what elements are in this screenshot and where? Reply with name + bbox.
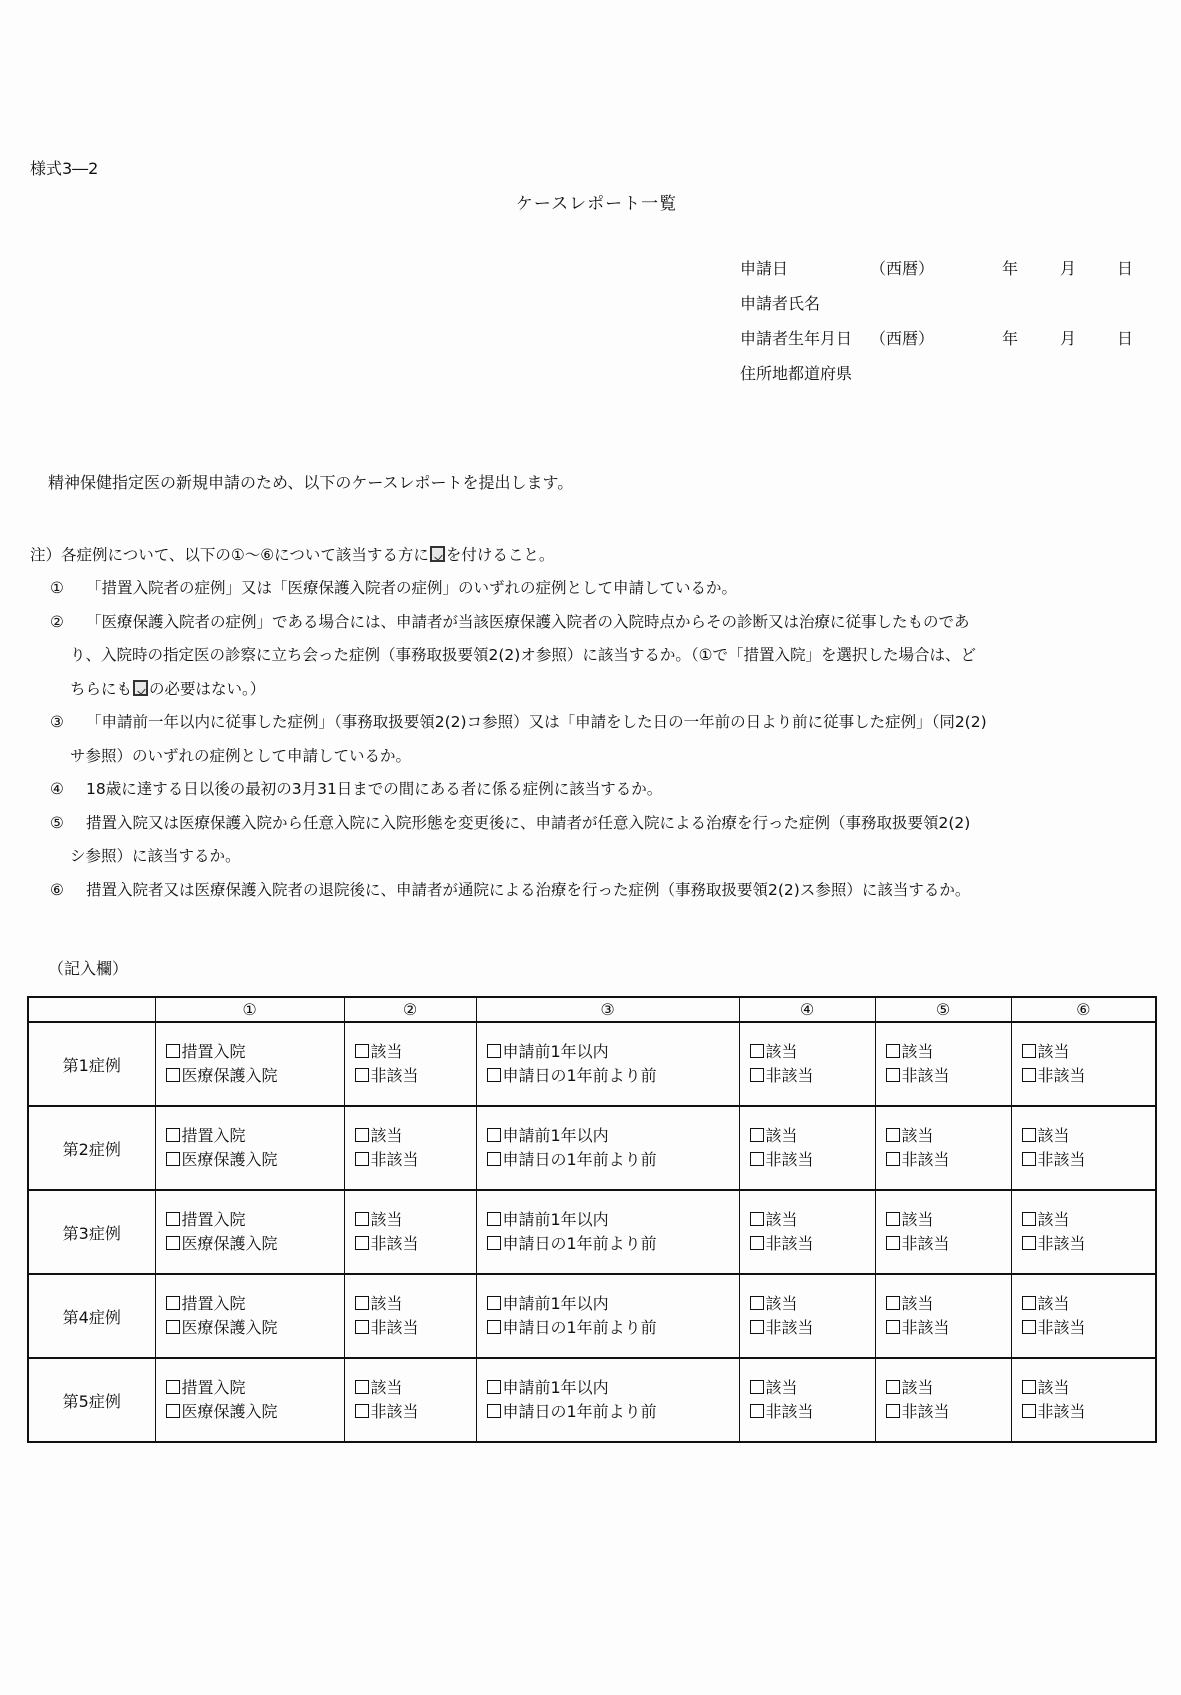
- checkbox-label: 申請日の1年前より前: [502, 1066, 657, 1085]
- checkbox-icon[interactable]: [355, 1236, 369, 1250]
- checkbox-option[interactable]: [1012, 1040, 1156, 1064]
- checkbox-label: 非該当: [370, 1318, 419, 1337]
- checkbox-label: 非該当: [901, 1402, 950, 1421]
- checkbox-label: 非該当: [901, 1066, 950, 1085]
- checkbox-label: 医療保護入院: [181, 1402, 278, 1421]
- checkbox-option[interactable]: [876, 1124, 1011, 1148]
- table-row: [28, 1358, 1156, 1442]
- checkbox-icon[interactable]: [166, 1152, 180, 1166]
- checkbox-label: 該当: [901, 1210, 934, 1229]
- checkbox-icon[interactable]: [750, 1236, 764, 1250]
- checkbox-label: 該当: [370, 1126, 403, 1145]
- checkbox-option[interactable]: [477, 1232, 739, 1256]
- checkbox-label: 申請前1年以内: [502, 1126, 609, 1145]
- checkbox-option[interactable]: [876, 1148, 1011, 1172]
- column-header-2: ②: [344, 997, 476, 1022]
- checkbox-label: 該当: [901, 1294, 934, 1313]
- checkbox-option[interactable]: [1012, 1124, 1156, 1148]
- criterion-4-cell: [739, 1358, 875, 1442]
- application-date-row: [740, 256, 1160, 291]
- criterion-6-cell: [1011, 1106, 1156, 1190]
- checkbox-option[interactable]: [477, 1376, 739, 1400]
- case-report-table: [27, 996, 1157, 1443]
- checkbox-icon[interactable]: [750, 1212, 764, 1226]
- checkbox-icon[interactable]: [166, 1296, 180, 1310]
- checkbox-option[interactable]: [477, 1124, 739, 1148]
- checkmark-icon: [430, 546, 445, 562]
- checkbox-option[interactable]: [876, 1376, 1011, 1400]
- checkbox-icon[interactable]: [355, 1380, 369, 1394]
- note-item-3: ③ 「申請前一年以内に従事した症例」（事務取扱要領2(2)コ参照）又は「申請をした日の一年前の日より前に従事した症例」（同2(2) サ参照）のいずれの症例として申請しているか。: [50, 713, 987, 765]
- checkbox-label: 非該当: [765, 1402, 814, 1421]
- checkbox-icon[interactable]: [1022, 1380, 1036, 1394]
- table-row: [28, 1274, 1156, 1358]
- criterion-5-cell: [875, 1358, 1011, 1442]
- checkbox-option[interactable]: [345, 1124, 476, 1148]
- checkbox-option[interactable]: [156, 1040, 344, 1064]
- checkbox-label: 医療保護入院: [181, 1234, 278, 1253]
- checkbox-option[interactable]: [345, 1148, 476, 1172]
- checkbox-label: 非該当: [370, 1150, 419, 1169]
- checkbox-icon[interactable]: [750, 1320, 764, 1334]
- checkbox-option[interactable]: [477, 1316, 739, 1340]
- checkbox-option[interactable]: [876, 1208, 1011, 1232]
- checkbox-label: 該当: [1037, 1378, 1070, 1397]
- note-item-4: ④ 18歳に達する日以後の最初の3月31日までの間にある者に係る症例に該当するか。: [50, 780, 663, 798]
- criterion-3-cell: [476, 1022, 739, 1106]
- checkbox-label: 非該当: [1037, 1066, 1086, 1085]
- applicant-info: [740, 256, 1160, 396]
- checkbox-label: 申請前1年以内: [502, 1042, 609, 1061]
- entry-section-label: （記入欄）: [48, 959, 129, 978]
- criterion-6-cell: [1011, 1190, 1156, 1274]
- checkbox-option[interactable]: [1012, 1208, 1156, 1232]
- checkbox-icon[interactable]: [355, 1320, 369, 1334]
- checkbox-label: 非該当: [1037, 1150, 1086, 1169]
- checkbox-icon[interactable]: [166, 1068, 180, 1082]
- checkbox-label: 該当: [901, 1378, 934, 1397]
- checkbox-option[interactable]: [876, 1400, 1011, 1424]
- checkbox-label: 該当: [1037, 1126, 1070, 1145]
- day-label: 日: [1117, 259, 1134, 278]
- checkbox-label: 該当: [765, 1378, 798, 1397]
- case-label: 第4症例: [28, 1274, 155, 1358]
- checkbox-icon[interactable]: [750, 1152, 764, 1166]
- column-header-4: ④: [739, 997, 875, 1022]
- criterion-1-cell: [155, 1190, 344, 1274]
- criterion-6-cell: [1011, 1274, 1156, 1358]
- checkbox-label: 該当: [901, 1126, 934, 1145]
- checkbox-icon[interactable]: [886, 1044, 900, 1058]
- criterion-2-cell: [344, 1358, 476, 1442]
- checkbox-icon[interactable]: [750, 1404, 764, 1418]
- case-label: 第1症例: [28, 1022, 155, 1106]
- notes-section: [30, 538, 1160, 907]
- checkbox-option[interactable]: [1012, 1292, 1156, 1316]
- document-title: ケースレポート一覧: [515, 194, 678, 214]
- checkbox-label: 非該当: [765, 1066, 814, 1085]
- criterion-6-cell: [1011, 1022, 1156, 1106]
- checkbox-option[interactable]: [477, 1064, 739, 1088]
- checkbox-icon[interactable]: [1022, 1044, 1036, 1058]
- applicant-name-row: [740, 291, 1160, 326]
- checkbox-label: 非該当: [1037, 1234, 1086, 1253]
- checkbox-label: 該当: [370, 1210, 403, 1229]
- checkbox-option[interactable]: [740, 1400, 875, 1424]
- criterion-4-cell: [739, 1022, 875, 1106]
- checkbox-label: 申請日の1年前より前: [502, 1150, 657, 1169]
- criterion-3-cell: [476, 1274, 739, 1358]
- checkbox-option[interactable]: [1012, 1316, 1156, 1340]
- case-label: 第5症例: [28, 1358, 155, 1442]
- checkbox-label: 該当: [1037, 1294, 1070, 1313]
- application-date-label: 申請日: [740, 259, 789, 278]
- column-header-3: ③: [476, 997, 739, 1022]
- checkbox-icon[interactable]: [750, 1128, 764, 1142]
- checkbox-label: 非該当: [1037, 1318, 1086, 1337]
- checkbox-option[interactable]: [156, 1292, 344, 1316]
- checkbox-label: 申請前1年以内: [502, 1210, 609, 1229]
- checkbox-option[interactable]: [876, 1316, 1011, 1340]
- checkbox-icon[interactable]: [750, 1068, 764, 1082]
- checkbox-icon[interactable]: [750, 1380, 764, 1394]
- checkbox-label: 該当: [901, 1042, 934, 1061]
- criterion-1-cell: [155, 1022, 344, 1106]
- checkbox-option[interactable]: [876, 1292, 1011, 1316]
- checkbox-icon[interactable]: [166, 1236, 180, 1250]
- checkbox-icon[interactable]: [355, 1068, 369, 1082]
- checkbox-option[interactable]: [1012, 1376, 1156, 1400]
- column-header-blank: [28, 997, 155, 1022]
- criterion-5-cell: [875, 1022, 1011, 1106]
- checkbox-option[interactable]: [740, 1208, 875, 1232]
- checkbox-option[interactable]: [740, 1376, 875, 1400]
- checkbox-icon[interactable]: [487, 1152, 501, 1166]
- checkbox-option[interactable]: [477, 1292, 739, 1316]
- month-label: 月: [1060, 259, 1077, 278]
- checkbox-option[interactable]: [156, 1124, 344, 1148]
- checkbox-icon[interactable]: [487, 1296, 501, 1310]
- checkbox-label: 非該当: [1037, 1402, 1086, 1421]
- checkbox-label: 医療保護入院: [181, 1066, 278, 1085]
- checkbox-label: 該当: [765, 1042, 798, 1061]
- checkbox-icon[interactable]: [886, 1068, 900, 1082]
- checkbox-option[interactable]: [1012, 1148, 1156, 1172]
- checkbox-icon[interactable]: [487, 1380, 501, 1394]
- checkbox-option[interactable]: [156, 1316, 344, 1340]
- applicant-name-label: 申請者氏名: [740, 294, 821, 313]
- checkbox-label: 措置入院: [181, 1378, 246, 1397]
- column-header-1: ①: [155, 997, 344, 1022]
- checkbox-icon[interactable]: [355, 1296, 369, 1310]
- checkbox-option[interactable]: [740, 1316, 875, 1340]
- checkbox-icon[interactable]: [487, 1320, 501, 1334]
- criterion-1-cell: [155, 1274, 344, 1358]
- criterion-2-cell: [344, 1190, 476, 1274]
- form-id: 様式3―2: [30, 159, 99, 178]
- checkbox-option[interactable]: [345, 1376, 476, 1400]
- criterion-1-cell: [155, 1358, 344, 1442]
- note-item-5: ⑤ 措置入院又は医療保護入院から任意入院に入院形態を変更後に、申請者が任意入院による治療を行った症例（事務取扱要領2(2) シ参照）に該当するか。: [50, 813, 971, 865]
- checkbox-icon[interactable]: [1022, 1404, 1036, 1418]
- checkbox-icon[interactable]: [355, 1212, 369, 1226]
- criterion-1-cell: [155, 1106, 344, 1190]
- criterion-2-cell: [344, 1274, 476, 1358]
- checkbox-icon[interactable]: [1022, 1212, 1036, 1226]
- checkbox-option[interactable]: [477, 1040, 739, 1064]
- checkbox-option[interactable]: [345, 1232, 476, 1256]
- checkbox-icon[interactable]: [1022, 1320, 1036, 1334]
- criterion-3-cell: [476, 1190, 739, 1274]
- checkbox-option[interactable]: [156, 1232, 344, 1256]
- checkbox-icon[interactable]: [355, 1044, 369, 1058]
- checkbox-option[interactable]: [345, 1064, 476, 1088]
- criterion-4-cell: [739, 1106, 875, 1190]
- checkbox-option[interactable]: [345, 1292, 476, 1316]
- checkbox-icon[interactable]: [166, 1380, 180, 1394]
- checkbox-icon[interactable]: [886, 1296, 900, 1310]
- checkbox-label: 申請前1年以内: [502, 1378, 609, 1397]
- western-calendar-label: （西暦）: [870, 329, 935, 348]
- checkbox-option[interactable]: [740, 1232, 875, 1256]
- checkbox-option[interactable]: [740, 1040, 875, 1064]
- month-label: 月: [1060, 329, 1077, 348]
- day-label: 日: [1117, 329, 1134, 348]
- checkbox-label: 申請日の1年前より前: [502, 1402, 657, 1421]
- checkbox-icon[interactable]: [886, 1236, 900, 1250]
- checkbox-label: 非該当: [901, 1318, 950, 1337]
- prefecture-row: [740, 361, 1160, 396]
- checkbox-label: 非該当: [901, 1234, 950, 1253]
- column-header-6: ⑥: [1011, 997, 1156, 1022]
- checkbox-option[interactable]: [477, 1148, 739, 1172]
- checkbox-option[interactable]: [740, 1292, 875, 1316]
- checkbox-label: 非該当: [370, 1234, 419, 1253]
- checkbox-label: 申請前1年以内: [502, 1294, 609, 1313]
- checkbox-option[interactable]: [345, 1040, 476, 1064]
- checkbox-icon[interactable]: [886, 1380, 900, 1394]
- checkbox-label: 該当: [765, 1294, 798, 1313]
- table-row: [28, 1022, 1156, 1106]
- checkbox-icon[interactable]: [166, 1212, 180, 1226]
- criterion-4-cell: [739, 1190, 875, 1274]
- note-item-1: ① 「措置入院者の症例」又は「医療保護入院者の症例」のいずれの症例として申請しているか。: [50, 579, 738, 597]
- checkbox-label: 該当: [765, 1210, 798, 1229]
- criterion-2-cell: [344, 1022, 476, 1106]
- checkbox-label: 該当: [765, 1126, 798, 1145]
- checkbox-label: 医療保護入院: [181, 1318, 278, 1337]
- checkbox-label: 非該当: [901, 1150, 950, 1169]
- checkbox-icon[interactable]: [166, 1128, 180, 1142]
- checkbox-option[interactable]: [156, 1064, 344, 1088]
- checkbox-option[interactable]: [345, 1316, 476, 1340]
- checkbox-label: 非該当: [370, 1402, 419, 1421]
- checkbox-label: 措置入院: [181, 1126, 246, 1145]
- checkbox-option[interactable]: [1012, 1064, 1156, 1088]
- checkbox-option[interactable]: [345, 1400, 476, 1424]
- checkbox-icon[interactable]: [355, 1152, 369, 1166]
- checkbox-option[interactable]: [156, 1208, 344, 1232]
- prefecture-label: 住所地都道府県: [740, 364, 853, 383]
- table-row: [28, 1190, 1156, 1274]
- table-header-row: [28, 997, 1156, 1022]
- checkbox-option[interactable]: [1012, 1400, 1156, 1424]
- checkbox-icon[interactable]: [750, 1044, 764, 1058]
- checkbox-icon[interactable]: [487, 1044, 501, 1058]
- criterion-5-cell: [875, 1190, 1011, 1274]
- western-calendar-label: （西暦）: [870, 259, 935, 278]
- checkbox-icon[interactable]: [166, 1404, 180, 1418]
- checkbox-label: 該当: [370, 1378, 403, 1397]
- checkbox-option[interactable]: [876, 1232, 1011, 1256]
- checkbox-icon[interactable]: [487, 1236, 501, 1250]
- checkbox-icon[interactable]: [166, 1044, 180, 1058]
- year-label: 年: [1002, 329, 1019, 348]
- checkbox-option[interactable]: [156, 1376, 344, 1400]
- case-label: 第3症例: [28, 1190, 155, 1274]
- checkbox-label: 措置入院: [181, 1210, 246, 1229]
- applicant-birthdate-label: 申請者生年月日: [740, 329, 853, 348]
- checkbox-label: 措置入院: [181, 1042, 246, 1061]
- checkbox-icon[interactable]: [886, 1404, 900, 1418]
- checkbox-label: 非該当: [765, 1234, 814, 1253]
- checkbox-label: 非該当: [370, 1066, 419, 1085]
- checkbox-icon[interactable]: [487, 1212, 501, 1226]
- checkbox-icon[interactable]: [1022, 1068, 1036, 1082]
- year-label: 年: [1002, 259, 1019, 278]
- checkbox-label: 非該当: [765, 1318, 814, 1337]
- checkbox-icon[interactable]: [1022, 1296, 1036, 1310]
- checkbox-option[interactable]: [876, 1040, 1011, 1064]
- criterion-2-cell: [344, 1106, 476, 1190]
- criterion-5-cell: [875, 1106, 1011, 1190]
- checkbox-option[interactable]: [156, 1400, 344, 1424]
- criterion-6-cell: [1011, 1358, 1156, 1442]
- checkbox-icon[interactable]: [166, 1320, 180, 1334]
- checkmark-icon: [133, 680, 148, 696]
- checkbox-label: 該当: [1037, 1042, 1070, 1061]
- checkbox-option[interactable]: [477, 1208, 739, 1232]
- checkbox-icon[interactable]: [487, 1128, 501, 1142]
- checkbox-icon[interactable]: [487, 1068, 501, 1082]
- checkbox-icon[interactable]: [886, 1128, 900, 1142]
- checkbox-option[interactable]: [345, 1208, 476, 1232]
- note-item-6: ⑥ 措置入院者又は医療保護入院者の退院後に、申請者が通院による治療を行った症例（事務取扱要領2(2)ス参照）に該当するか。: [50, 880, 971, 899]
- criterion-5-cell: [875, 1274, 1011, 1358]
- applicant-birthdate-row: [740, 326, 1160, 361]
- checkbox-icon[interactable]: [886, 1212, 900, 1226]
- checkbox-label: 該当: [370, 1294, 403, 1313]
- column-header-5: ⑤: [875, 997, 1011, 1022]
- intro-statement: 精神保健指定医の新規申請のため、以下のケースレポートを提出します。: [48, 473, 574, 492]
- checkbox-label: 非該当: [765, 1150, 814, 1169]
- checkbox-option[interactable]: [740, 1124, 875, 1148]
- checkbox-option[interactable]: [876, 1064, 1011, 1088]
- criterion-3-cell: [476, 1106, 739, 1190]
- checkbox-icon[interactable]: [355, 1128, 369, 1142]
- checkbox-label: 申請日の1年前より前: [502, 1318, 657, 1337]
- checkbox-option[interactable]: [1012, 1232, 1156, 1256]
- checkbox-label: 該当: [1037, 1210, 1070, 1229]
- checkbox-icon[interactable]: [1022, 1236, 1036, 1250]
- checkbox-icon[interactable]: [750, 1296, 764, 1310]
- checkbox-option[interactable]: [740, 1148, 875, 1172]
- checkbox-icon[interactable]: [487, 1404, 501, 1418]
- note-item-2: ② 「医療保護入院者の症例」である場合には、申請者が当該医療保護入院者の入院時点からその診断又は治療に従事したものであ り、入院時の指定医の診察に立ち会った症例（事務取扱要領2(2)オ参照）に該当するか。（①で「措置入院」を選択した場合は、ど ちらにも の必要はない。）: [50, 612, 976, 698]
- checkbox-icon[interactable]: [886, 1320, 900, 1334]
- checkbox-icon[interactable]: [1022, 1128, 1036, 1142]
- checkbox-label: 措置入院: [181, 1294, 246, 1313]
- checkbox-option[interactable]: [156, 1148, 344, 1172]
- table-row: [28, 1106, 1156, 1190]
- checkbox-label: 該当: [370, 1042, 403, 1061]
- notes-heading: 注）各症例について、以下の①～⑥について該当する方に を付けること。: [30, 546, 555, 564]
- checkbox-icon[interactable]: [355, 1404, 369, 1418]
- criterion-4-cell: [739, 1274, 875, 1358]
- checkbox-icon[interactable]: [886, 1152, 900, 1166]
- checkbox-label: 申請日の1年前より前: [502, 1234, 657, 1253]
- checkbox-icon[interactable]: [1022, 1152, 1036, 1166]
- checkbox-option[interactable]: [477, 1400, 739, 1424]
- checkbox-option[interactable]: [740, 1064, 875, 1088]
- criterion-3-cell: [476, 1358, 739, 1442]
- checkbox-label: 医療保護入院: [181, 1150, 278, 1169]
- case-label: 第2症例: [28, 1106, 155, 1190]
